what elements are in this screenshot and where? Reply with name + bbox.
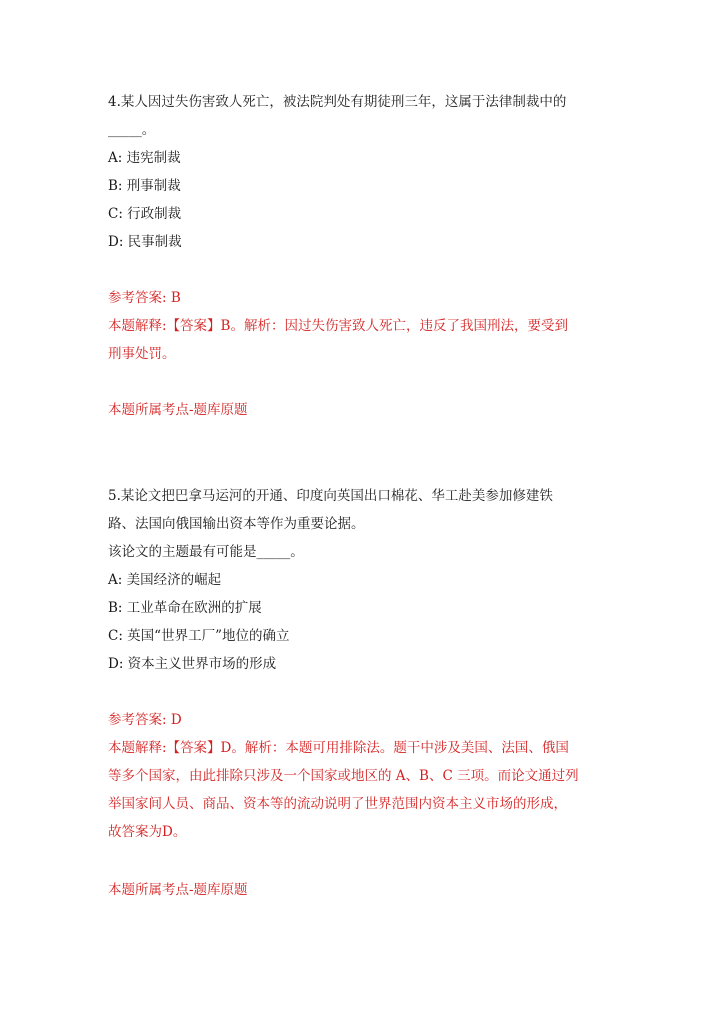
- question-5-source: 本题所属考点-题库原题: [108, 882, 248, 898]
- question-4-stem-line-1: 4.某人因过失伤害致人死亡，被法院判处有期徒刑三年，这属于法律制裁中的: [108, 94, 567, 110]
- question-4-option-a: A: 违宪制裁: [108, 150, 181, 166]
- question-4-option-b: B: 刑事制裁: [108, 178, 181, 194]
- question-4-explanation-line-2: 刑事处罚。: [108, 346, 176, 362]
- question-5-explanation-line-4: 故答案为D。: [108, 824, 187, 840]
- question-5-answer: 参考答案: D: [108, 712, 182, 728]
- question-4-answer: 参考答案: B: [108, 290, 181, 306]
- question-4-stem-line-2: _____。: [108, 122, 156, 138]
- question-4-source: 本题所属考点-题库原题: [108, 402, 248, 418]
- question-5-stem-line-2: 路、法国向俄国输出资本等作为重要论据。: [108, 516, 365, 532]
- question-4-option-c: C: 行政制裁: [108, 206, 182, 222]
- question-5-stem-line-1: 5.某论文把巴拿马运河的开通、印度向英国出口棉花、华工赴美参加修建铁: [108, 488, 553, 504]
- question-5-stem-line-3: 该论文的主题最有可能是_____。: [108, 544, 304, 560]
- question-5-option-b: B: 工业革命在欧洲的扩展: [108, 600, 262, 616]
- question-5-option-d: D: 资本主义世界市场的形成: [108, 656, 277, 672]
- question-5-explanation-line-2: 等多个国家，由此排除只涉及一个国家或地区的 A、B、C 三项。而论文通过列: [108, 768, 579, 784]
- question-5-option-c: C: 英国“世界工厂”地位的确立: [108, 628, 290, 644]
- question-5-explanation-line-3: 举国家间人员、商品、资本等的流动说明了世界范围内资本主义市场的形成，: [108, 796, 567, 812]
- question-4-explanation-line-1: 本题解释:【答案】B。解析：因过失伤害致人死亡，违反了我国刑法，要受到: [108, 318, 568, 334]
- question-5-explanation-line-1: 本题解释:【答案】D。解析：本题可用排除法。题干中涉及美国、法国、俄国: [108, 740, 569, 756]
- question-5-option-a: A: 美国经济的崛起: [108, 572, 222, 588]
- question-4-option-d: D: 民事制裁: [108, 234, 182, 250]
